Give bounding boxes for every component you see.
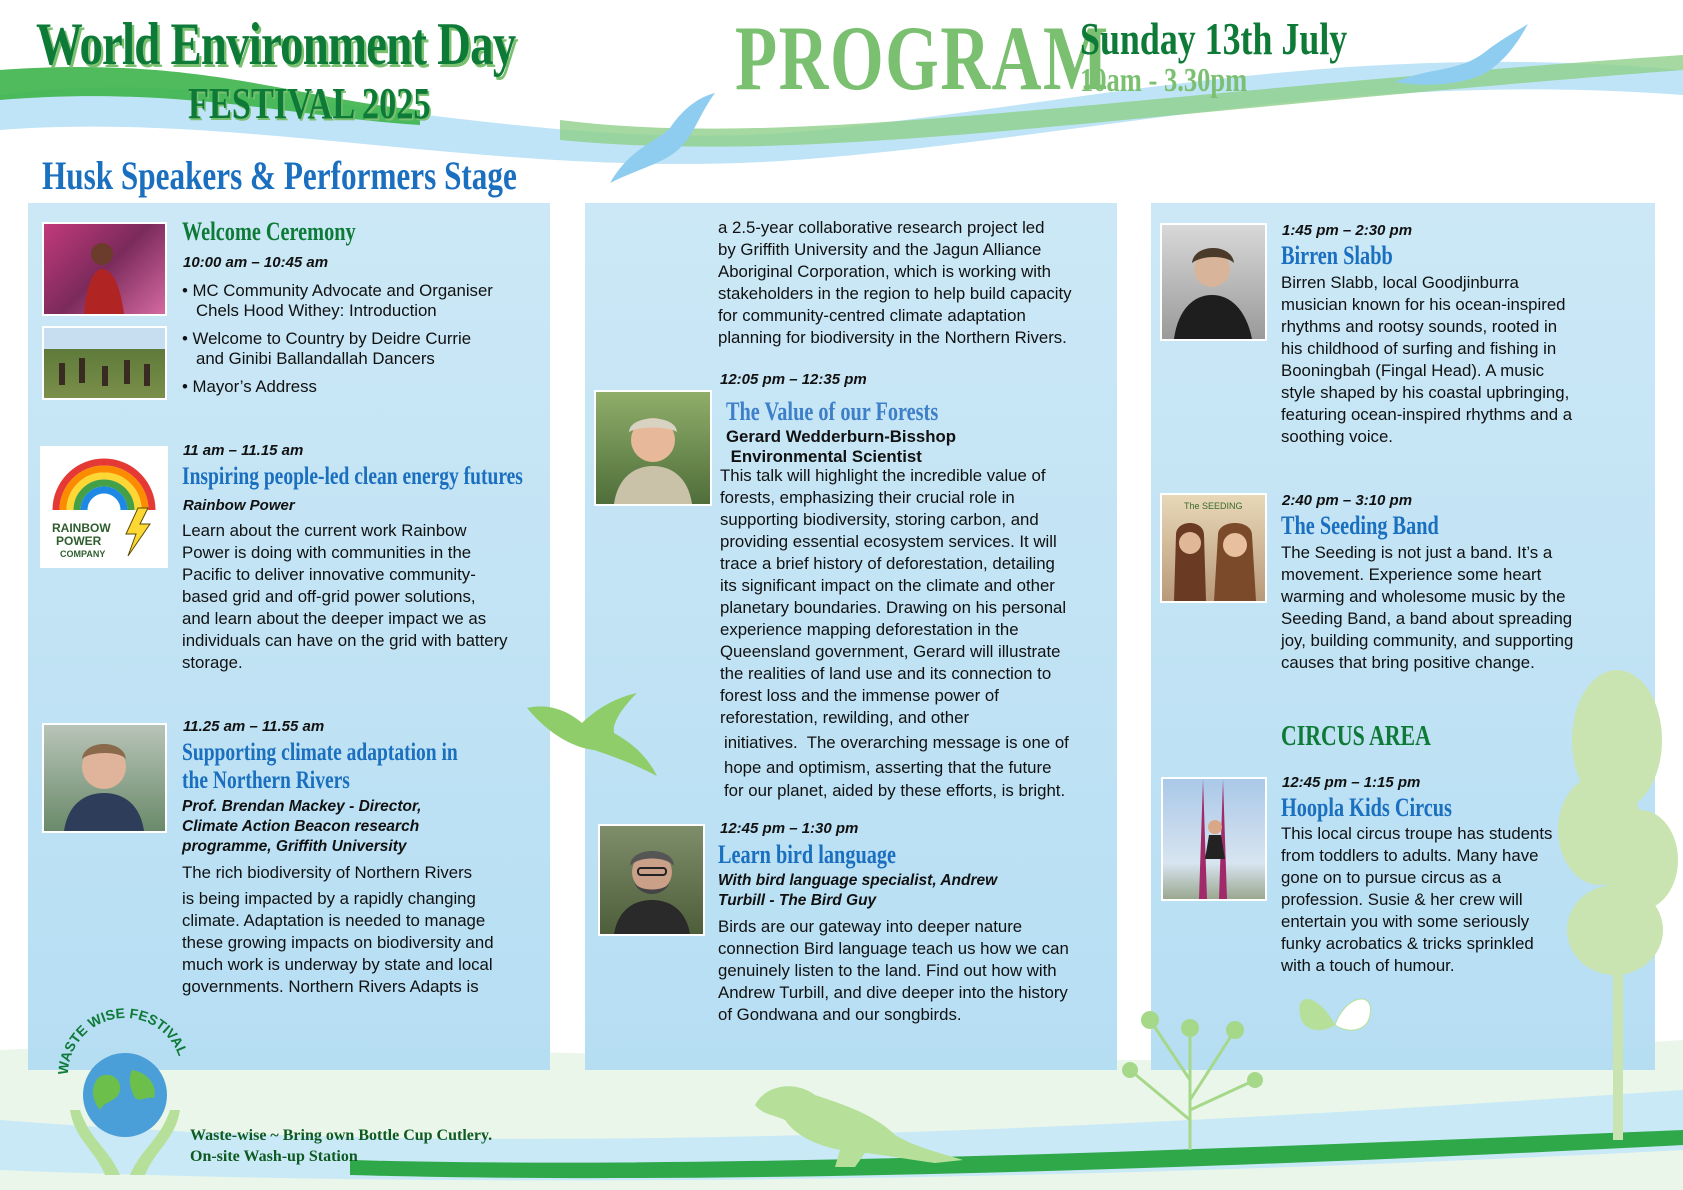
flying-bird-blue-icon [600,88,720,198]
forests-line: Queensland government, Gerard will illustrate [720,642,1061,661]
welcome-photo-2 [42,326,167,400]
event-date: Sunday 13th July [1080,13,1348,64]
climate-line: these growing impacts on biodiversity and [182,933,494,952]
energy-line: storage. [182,653,243,672]
energy-title: Inspiring people-led clean energy futures [182,463,523,490]
continued-line: planning for biodiversity in the Northern Rivers. [718,328,1067,347]
circus-line: entertain you with some seriously [1281,912,1530,931]
forests-speaker-name: Gerard Wedderburn-Bisshop [726,427,956,446]
seeding-title: The Seeding Band [1281,511,1439,540]
forests-line: providing essential ecosystem services. It will [720,532,1057,551]
stage-title: Husk Speakers & Performers Stage [42,153,517,198]
climate-line: climate. Adaptation is needed to manage [182,911,486,930]
energy-line: Pacific to deliver innovative community- [182,565,476,584]
birds-line: Andrew Turbill, and dive deeper into the history [718,983,1068,1002]
forests-title: The Value of our Forests [726,397,939,426]
seeding-time: 2:40 pm – 3:10 pm [1282,492,1413,509]
welcome-bullet-1-cont: Chels Hood Withey: Introduction [182,301,437,320]
energy-speaker: Rainbow Power [183,497,295,514]
continued-line: Aboriginal Corporation, which is working with [718,262,1051,281]
forests-line: the realities of land use and its connection to [720,664,1052,683]
circus-time: 12:45 pm – 1:15 pm [1282,774,1421,791]
climate-line: governments. Northern Rivers Adapts is [182,977,479,996]
festival-title: World Environment Day [36,11,516,77]
climate-time: 11.25 am – 11.55 am [183,718,325,735]
birren-line: Booningbah (Fingal Head). A music [1281,361,1545,380]
energy-line: Learn about the current work Rainbow [182,521,467,540]
birren-line: musician known for his ocean-inspired [1281,295,1566,314]
birds-time: 12:45 pm – 1:30 pm [720,820,859,837]
birds-line: connection Bird language teach us how we can [718,939,1069,958]
brendan-mackey-photo [42,723,167,833]
climate-title-line-1: Supporting climate adaptation in [182,739,458,766]
seeding-line: causes that bring positive change. [1281,653,1535,672]
rainbow-power-logo [40,446,168,568]
forests-line: for our planet, aided by these efforts, is bright. [724,781,1066,800]
seeding-photo-caption: The SEEDING [1184,501,1243,511]
welcome-bullet-3: • Mayor’s Address [182,377,317,396]
welcome-ceremony-time: 10:00 am – 10:45 am [183,254,329,271]
energy-line: individuals can have on the grid with battery [182,631,508,650]
flying-bird-green-icon [522,678,662,778]
circus-line: This local circus troupe has students [1281,824,1553,843]
seeding-line: warming and wholesome music by the [1281,587,1566,606]
continued-line: by Griffith University and the Jagun Alliance [718,240,1042,259]
climate-line: The rich biodiversity of Northern Rivers [182,863,473,882]
seeding-line: Seeding Band, a band about spreading [1281,609,1573,628]
birds-title: Learn bird language [718,840,897,869]
forests-line: forests, emphasizing their crucial role in [720,488,1015,507]
energy-time: 11 am – 11.15 am [183,442,304,459]
forests-line: initiatives. The overarching message is one of [724,733,1069,752]
forests-line: forest loss and the immense power of [720,686,999,705]
gerard-photo [594,390,712,506]
welcome-bullet-2: • Welcome to Country by Deidre Currie [182,329,472,348]
flying-bird-blue-icon-2 [1390,22,1530,102]
festival-subtitle: FESTIVAL 2025 [188,79,431,128]
continued-line: a 2.5-year collaborative research project led [718,218,1045,237]
welcome-photo-1 [42,222,167,316]
circus-line: funky acrobatics & tricks sprinkled [1281,934,1534,953]
energy-line: based grid and off-grid power solutions, [182,587,476,606]
welcome-bullet-1: • MC Community Advocate and Organiser [182,281,493,300]
rainbow-logo-line-2: POWER [56,534,102,548]
circus-area-heading: CIRCUS AREA [1281,721,1431,752]
seeding-line: The Seeding is not just a band. It’s a [1281,543,1553,562]
waste-wise-logo-text: WASTE WISE FESTIVAL [54,1004,192,1076]
birds-line: Birds are our gateway into deeper nature [718,917,1023,936]
footer-line-1: Waste-wise ~ Bring own Bottle Cup Cutlery. [190,1127,493,1144]
forests-time: 12:05 pm – 12:35 pm [720,371,867,388]
birren-title: Birren Slabb [1281,241,1393,270]
forests-line: planetary boundaries. Drawing on his personal [720,598,1067,617]
waste-wise-logo [50,1000,200,1180]
andrew-turbill-photo [598,824,705,936]
birren-line: style shaped by his coastal upbringing, [1281,383,1570,402]
rainbow-logo-line-1: RAINBOW [52,521,111,535]
forests-line: supporting biodiversity, storing carbon, and [720,510,1039,529]
event-time: 10am - 3.30pm [1080,62,1248,99]
wallaby-silhouette-icon [735,1075,965,1170]
circus-line: from toddlers to adults. Many have [1281,846,1539,865]
birren-line: soothing voice. [1281,427,1393,446]
welcome-ceremony-title: Welcome Ceremony [182,217,356,246]
continued-line: for community-centred climate adaptation [718,306,1026,325]
tree-silhouette-icon [1555,660,1680,1140]
birds-speaker-line: With bird language specialist, Andrew [718,872,998,889]
birds-line: genuinely listen to the land. Find out how with [718,961,1057,980]
seeding-band-photo [1160,493,1267,603]
continued-line: stakeholders in the region to help build capacity [718,284,1072,303]
energy-line: Power is doing with communities in the [182,543,472,562]
climate-speaker-line: programme, Griffith University [182,838,407,855]
seeding-line: movement. Experience some heart [1281,565,1542,584]
birren-line: his childhood of surfing and fishing in [1281,339,1557,358]
rainbow-logo-line-3: COMPANY [60,549,106,559]
circus-title: Hoopla Kids Circus [1281,793,1452,822]
climate-line: much work is underway by state and local [182,955,493,974]
seeding-line: joy, building community, and supporting [1281,631,1574,650]
footer-line-2: On-site Wash-up Station [190,1148,358,1165]
forests-line: trace a brief history of deforestation, detailing [720,554,1055,573]
climate-title-line-2: the Northern Rivers [182,767,350,794]
butterfly-icon [1290,985,1380,1065]
circus-line: profession. Susie & her crew will [1281,890,1523,909]
climate-speaker-line: Climate Action Beacon research [182,818,420,835]
birren-line: rhythms and rootsy sounds, rooted in [1281,317,1558,336]
birren-line: Birren Slabb, local Goodjinburra [1281,273,1519,292]
birren-line: featuring ocean-inspired rhythms and a [1281,405,1573,424]
forests-line: hope and optimism, asserting that the future [724,758,1052,777]
hoopla-circus-photo [1161,777,1267,901]
forests-line: its significant impact on the climate and other [720,576,1055,595]
birren-time: 1:45 pm – 2:30 pm [1282,222,1413,239]
forests-line: experience mapping deforestation in the [720,620,1019,639]
forests-line: reforestation, rewilding, and other [720,708,970,727]
birds-line: of Gondwana and our songbirds. [718,1005,962,1024]
climate-line: is being impacted by a rapidly changing [182,889,476,908]
birren-slabb-photo [1160,223,1267,341]
circus-line: with a touch of humour. [1281,956,1455,975]
welcome-bullet-2-cont: and Ginibi Ballandallah Dancers [182,349,435,368]
program-heading: PROGRAM [735,7,1110,109]
birds-speaker-line: Turbill - The Bird Guy [718,892,877,909]
forests-speaker-role: Environmental Scientist [726,447,922,466]
circus-line: gone on to pursue circus as a [1281,868,1502,887]
energy-line: and learn about the deeper impact we as [182,609,487,628]
climate-speaker-line: Prof. Brendan Mackey - Director, [182,798,422,815]
forests-line: This talk will highlight the incredible value of [720,466,1046,485]
plant-silhouette-icon [1110,990,1270,1150]
